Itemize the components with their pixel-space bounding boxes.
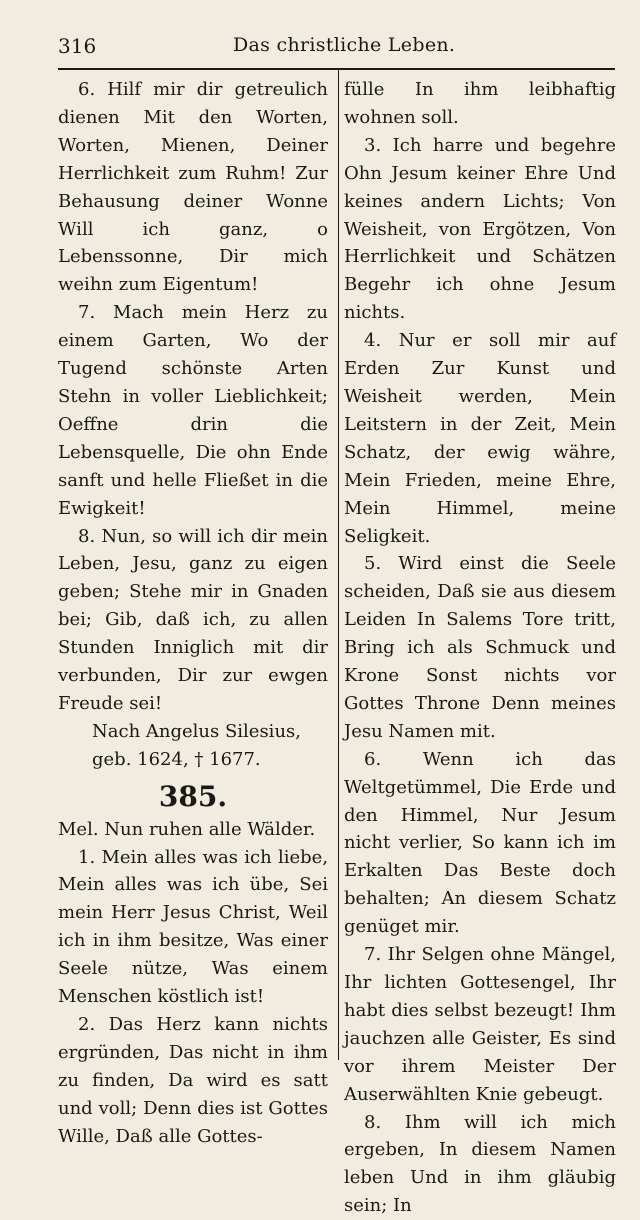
stanza-7-right: 7. Ihr Selgen ohne Mängel, Ihr lichten Gottesengel, Ihr habt dies selbst bezeugt! Ihm jauchzen alle Geister, Es sind vor ihrem Meister Der Auserwählten Knie gebeugt. [344, 944, 616, 1105]
stanza-7: 7. Mach mein Herz zu einem Garten, Wo der Tugend schönste Arten Stehn in voller Lieblichkeit; Oeffne drin die Lebensquelle, Die ohn Ende sanft und helle Fließet in die Ewigkeit! [58, 302, 328, 519]
stanza-5: 5. Wird einst die Seele scheiden, Daß sie aus diesem Leiden In Salems Tore tritt, Bring ich als Schmuck und Krone Sonst nichts vor Gottes Throne Denn meines Jesu Namen mit. [344, 553, 616, 742]
attribution [58, 718, 328, 774]
stanza-6: 6. Hilf mir dir getreulich dienen Mit den Worten, Worten, Mienen, Deiner Herrlichkeit zum Ruhm! Zur Behausung deiner Wonne Will ich ganz, o Lebenssonne, Dir mich weihn zum Eigentum! [58, 79, 328, 296]
hymn-385-stanza-2: 2. Das Herz kann nichts ergründen, Das nicht in ihm zu finden, Da wird es satt und voll; Denn dies ist Gottes Wille, Daß alle Gottes- [58, 1014, 328, 1147]
attribution-author: Nach Angelus Silesius, [92, 720, 301, 742]
left-column [58, 76, 328, 1151]
column-divider [338, 70, 339, 1060]
hymn-385-stanza-1: 1. Mein alles was ich liebe, Mein alles was ich übe, Sei mein Herr Jesus Christ, Weil ich in ihm besitze, Was einer Seele nütze, Was einem Menschen köstlich ist! [58, 846, 328, 1008]
stanza-2-continuation: fülle In ihm leibhaftig wohnen soll. [344, 79, 616, 128]
stanza-8: 8. Nun, so will ich dir mein Leben, Jesu, ganz zu eigen geben; Stehe mir in Gnaden bei; Gib, daß ich, zu allen Stunden Inniglich mit dir verbunden, Dir zur ewgen Freude sei! [58, 525, 328, 714]
hymn-number: 385. [158, 779, 228, 813]
stanza-8-right: 8. Ihm will ich mich ergeben, In diesem Namen leben Und in ihm gläubig sein; In [344, 1111, 616, 1217]
attribution-dates: geb. 1624, † 1677. [92, 748, 261, 770]
stanza-4: 4. Nur er soll mir auf Erden Zur Kunst und Weisheit werden, Mein Leitstern in der Zeit, Mein Schatz, der ewig währe, Mein Frieden, meine Ehre, Mein Himmel, meine Seligkeit. [344, 330, 616, 547]
header-rule [58, 68, 615, 70]
stanza-6-right: 6. Wenn ich das Weltgetümmel, Die Erde und den Himmel, Nur Jesum nicht verlier, So kann ich im Erkalten Das Beste doch behalten; An diesem Schatz genüget mir. [344, 748, 616, 938]
melody-line: Mel. Nun ruhen alle Wälder. [58, 818, 316, 840]
running-title: Das christliche Leben. [233, 34, 456, 56]
stanza-3: 3. Ich harre und begehre Ohn Jesum keiner Ehre Und keines andern Lichts; Von Weisheit, von Ergötzen, Von Herrlichkeit und Schätzen Begehr ich ohne Jesum nichts. [344, 134, 616, 324]
right-column [344, 76, 616, 1220]
page-number: 316 [58, 34, 97, 58]
page-header [58, 34, 590, 58]
